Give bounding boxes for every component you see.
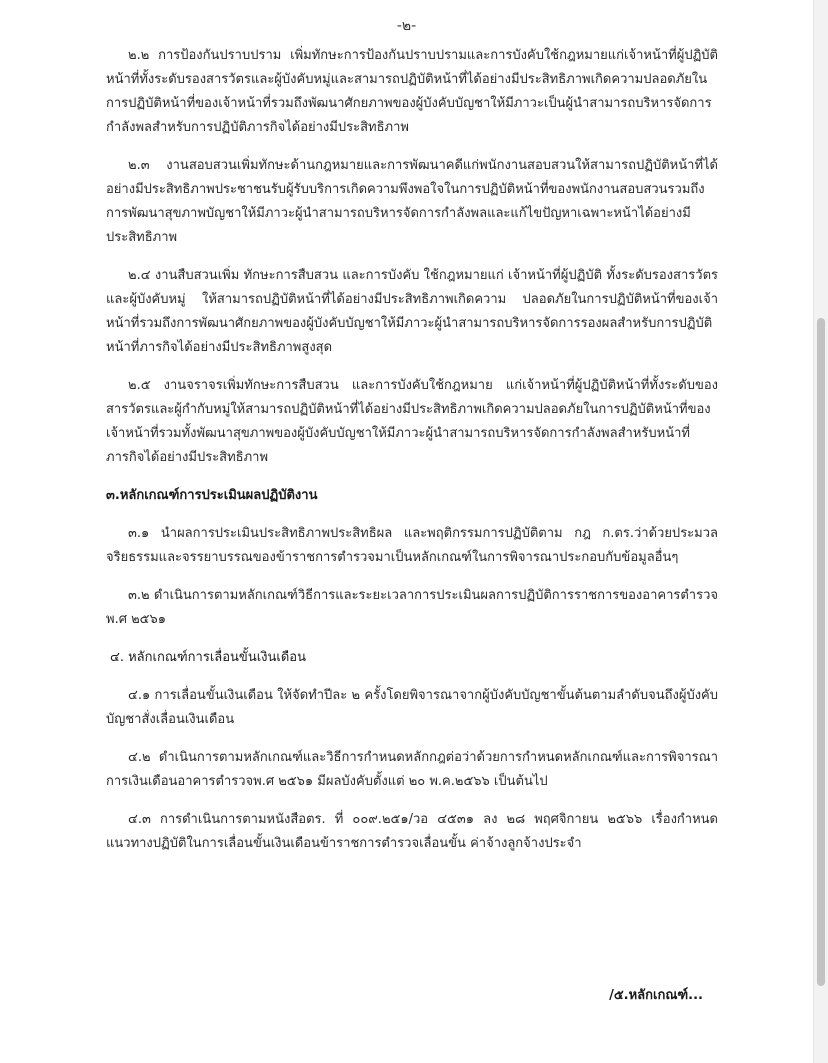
continuation-reference: /๕.หลักเกณฑ์... [609, 988, 703, 1003]
vertical-scrollbar[interactable] [813, 0, 828, 1063]
paragraph-4-2: ๔.๒ ดำเนินการตามหลักเกณฑ์และวิธีการกำหนดหลักกฎต่อว่าด้วยการกำหนดหลักเกณฑ์และการพิจารณาการเงินเดือนอาคารตำรวจพ.ศ ๒๕๖๑ มีผลบังคับตั้งแต่ ๒๐ พ.ค.๒๕๖๖ เป็นต้นไป [106, 750, 718, 789]
paragraph-3-2: ๓.๒ ดำเนินการตามหลักเกณฑ์วิธีการและระยะเวลาการประเมินผลการปฏิบัติการราชการของอาคารตำรวจพ.ศ ๒๕๖๑ [106, 588, 718, 627]
page-number: -๒- [396, 18, 417, 34]
paragraph-2-4: ๒.๔ งานสืบสวนเพิ่ม ทักษะการสืบสวน และการบังคับ ใช้กฎหมายแก่ เจ้าหน้าที่ผู้ปฏิบัติ ทั้งระดับรองสารวัตรและผู้บังคับหมู่ ให้สามารถปฏิบัติหน้าที่ได้อย่างมีประสิทธิภาพเกิดความ ปลอดภัยในการปฏิบัติหน้าที่ของเจ้าหน้าที่รวมถึงการพัฒนาศักยภาพของผู้บังคับบัญชาให้มีภาวะผู้นำสามารถบริหารจัดการรองผลสำหรับการปฏิบัติหน้าที่ภารกิจได้อย่างมีประสิทธิภาพสูงสุด [106, 268, 718, 355]
scrollbar-thumb[interactable] [817, 318, 825, 986]
paragraph-2-5: ๒.๕ งานจราจรเพิ่มทักษะการสืบสวน และการบังคับใช้กฎหมาย แก่เจ้าหน้าที่ผู้ปฏิบัติหน้าที่ทั้งระดับของสารวัตรและผู้กำกับหมู่ให้สามารถปฏิบัติหน้าที่ได้อย่างมีประสิทธิภาพเกิดความปลอดภัยในการปฏิบัติหน้าที่ของเจ้าหน้าที่รวมทั้งพัฒนาสุขภาพของผู้บังคับบัญชาให้มีภาวะผู้นำสามารถบริหารจัดการกำลังพลสำหรับหน้าที่ภารกิจได้อย่างมีประสิทธิภาพ [106, 378, 718, 465]
paragraph-4-1: ๔.๑ การเลื่อนขั้นเงินเดือน ให้จัดทำปีละ ๒ ครั้งโดยพิจารณาจากผู้บังคับบัญชาขั้นต้นตามลำดับจนถึงผู้บังคับบัญชาสั่งเลื่อนเงินเดือน [106, 688, 718, 727]
paragraph-2-3: ๒.๓ งานสอบสวนเพิ่มทักษะด้านกฎหมายและการพัฒนาคดีแก่พนักงานสอบสวนให้สามารถปฏิบัติหน้าที่ได้อย่างมีประสิทธิภาพประชาชนรับผู้รับบริการเกิดความพึงพอใจในการปฏิบัติหน้าที่ของพนักงานสอบสวนรวมถึงการพัฒนาสุขภาพบัญชาให้มีภาวะผู้นำสามารถบริหารจัดการกำลังพลและแก้ไขปัญหาเฉพาะหน้าได้อย่างมีประสิทธิภาพ [106, 158, 718, 245]
section-4-heading: ๔. หลักเกณฑ์การเลื่อนขั้นเงินเดือน [110, 650, 306, 665]
document-body [106, 44, 718, 870]
paragraph-4-3: ๔.๓ การดำเนินการตามหนังสือตร. ที่ ๐๐๙.๒๕๑/วอ ๔๕๓๑ ลง ๒๘ พฤศจิกายน ๒๕๖๖ เรื่องกำหนดแนวทางปฏิบัติในการเลื่อนขั้นเงินเดือนข้าราชการตำรวจเลื่อนขั้น ค่าจ้างลูกจ้างประจำ [106, 812, 718, 851]
paragraph-2-2: ๒.๒ การป้องกันปราบปราม เพิ่มทักษะการป้องกันปราบปรามและการบังคับใช้กฎหมายแก่เจ้าหน้าที่ผู้ปฏิบัติหน้าที่ทั้งระดับรองสารวัตรและผู้บังคับหมู่และสามารถปฏิบัติหน้าที่ได้อย่างมีประสิทธิภาพเกิดความปลอดภัยในการปฏิบัติหน้าที่ของเจ้าหน้าที่รวมถึงพัฒนาศักยภาพของผู้บังคับบัญชาให้มีภาวะเป็นผู้นำสามารถบริหารจัดการกำลังพลสำหรับการปฏิบัติภารกิจได้อย่างมีประสิทธิภาพ [106, 48, 718, 135]
section-3-heading: ๓.หลักเกณฑ์การประเมินผลปฏิบัติงาน [106, 488, 318, 503]
paragraph-3-1: ๓.๑ นำผลการประเมินประสิทธิภาพประสิทธิผล และพฤติกรรมการปฏิบัติตาม กฎ ก.ตร.ว่าด้วยประมวลจริยธรรมและจรรยาบรรณของข้าราชการตำรวจมาเป็นหลักเกณฑ์ในการพิจารณาประกอบกับข้อมูลอื่นๆ [106, 526, 718, 565]
